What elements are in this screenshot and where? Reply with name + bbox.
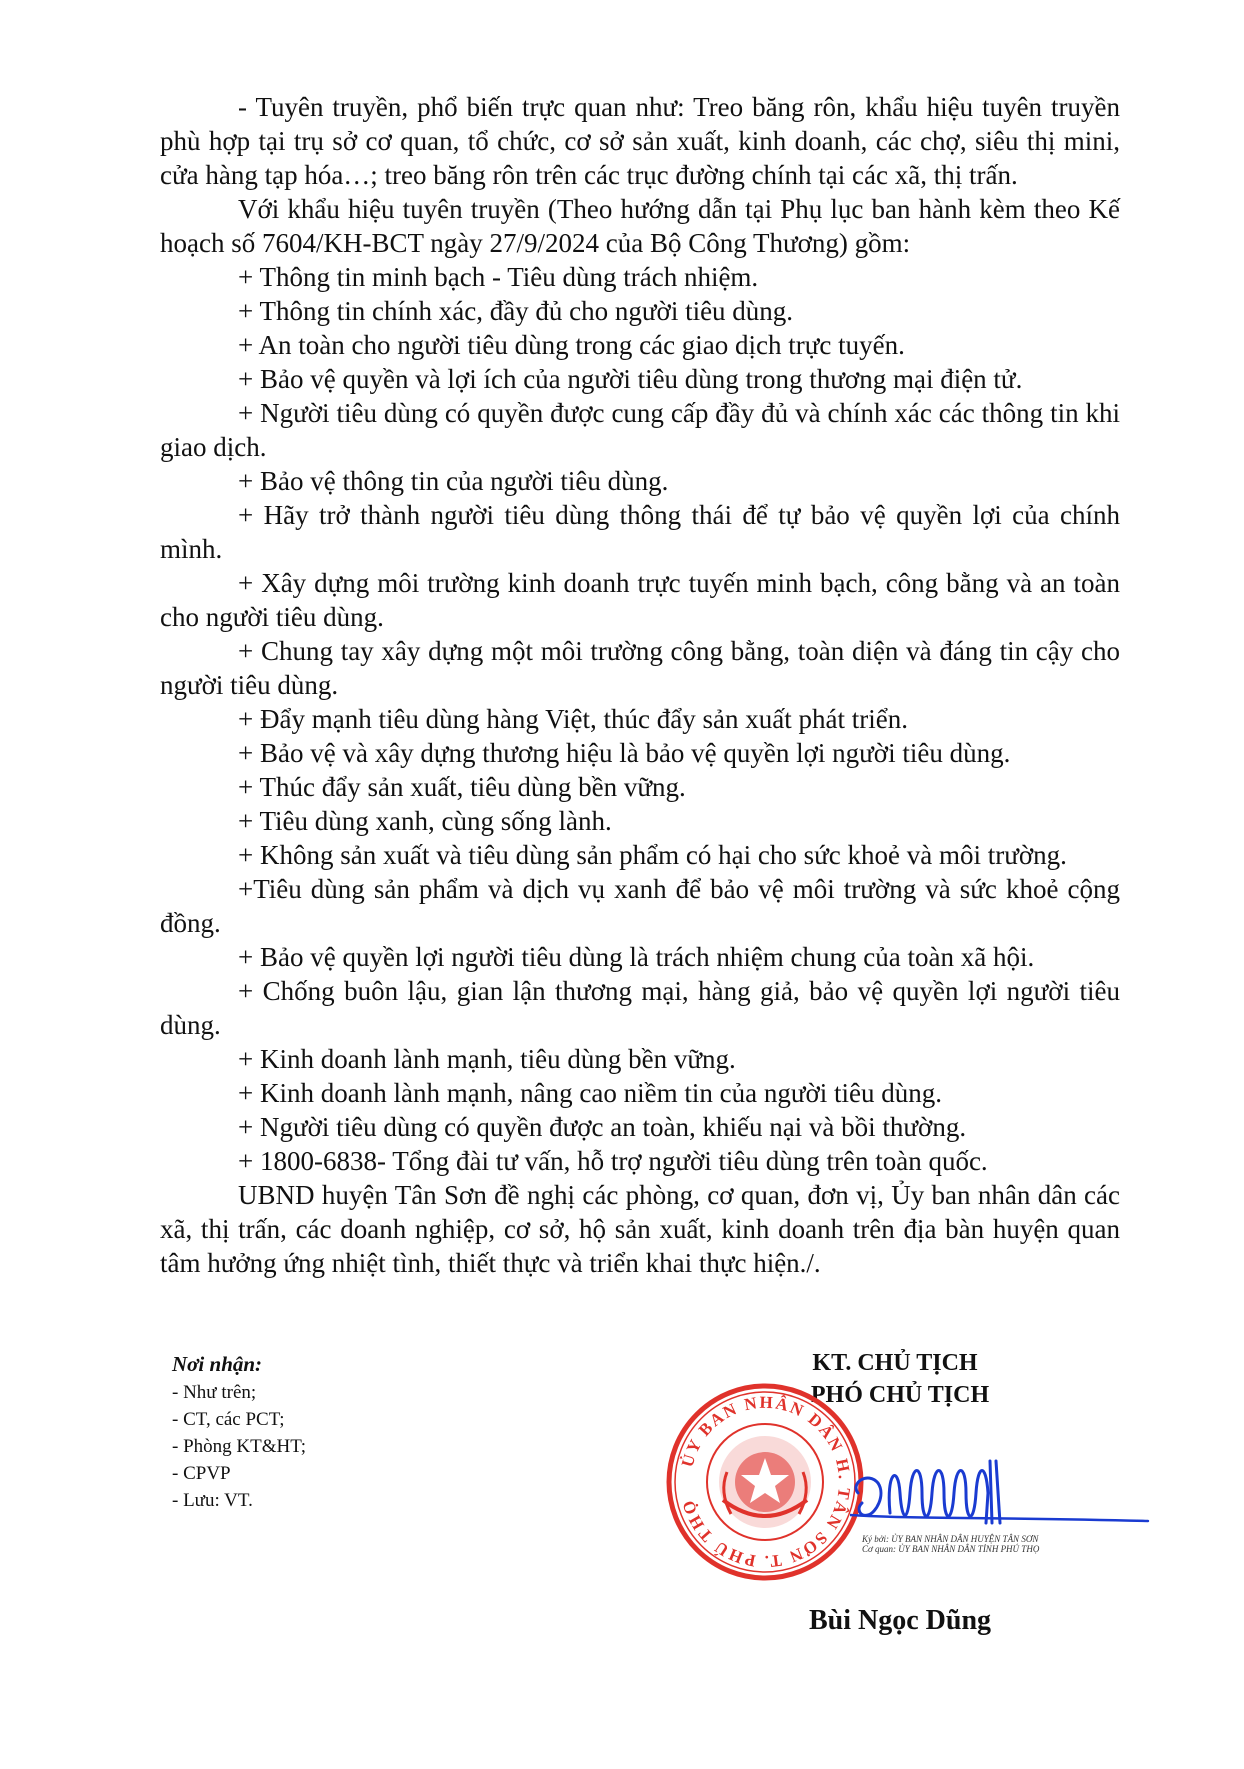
signer-name: Bùi Ngọc Dũng — [808, 1605, 992, 1636]
recipient-item: - Như trên; — [172, 1382, 257, 1403]
slogan-item: + Bảo vệ thông tin của người tiêu dùng. — [238, 466, 669, 496]
slogan-item: + Thông tin chính xác, đầy đủ cho người tiêu dùng. — [238, 296, 794, 326]
digital-signature-info — [862, 1534, 1072, 1554]
slogan-item: + Bảo vệ quyền và lợi ích của người tiêu dùng trong thương mại điện tử. — [238, 364, 1023, 394]
slogan-item: + Xây dựng môi trường kinh doanh trực tuyến minh bạch, công bằng và an toàn cho người tiêu dùng. — [160, 568, 1120, 632]
slogan-item: + 1800-6838- Tổng đài tư vấn, hỗ trợ người tiêu dùng trên toàn quốc. — [238, 1146, 988, 1176]
slogan-item: + Tiêu dùng xanh, cùng sống lành. — [238, 806, 612, 836]
recipient-item: - Phòng KT&HT; — [172, 1436, 307, 1457]
signer-title-line2: PHÓ CHỦ TỊCH — [810, 1382, 990, 1408]
slogan-item: + Đẩy mạnh tiêu dùng hàng Việt, thúc đẩy sản xuất phát triển. — [238, 704, 908, 734]
body-paragraph: - Tuyên truyền, phổ biến trực quan như: Treo băng rôn, khẩu hiệu tuyên truyền phù hợp tại trụ sở cơ quan, tổ chức, cơ sở sản xuất, kinh doanh, các chợ, siêu thị mini, cửa hàng tạp hóa…; treo băng rôn trên các trục đường chính tại các xã, thị trấn. — [160, 92, 1120, 190]
slogan-item: + Bảo vệ và xây dựng thương hiệu là bảo vệ quyền lợi người tiêu dùng. — [238, 738, 1011, 768]
signed-by-text: Ký bởi: ỦY BAN NHÂN DÂN HUYỆN TÂN SƠN — [862, 1534, 1039, 1544]
slogan-item: + Không sản xuất và tiêu dùng sản phẩm có hại cho sức khoẻ và môi trường. — [238, 840, 1067, 870]
slogan-item: + Hãy trở thành người tiêu dùng thông thái để tự bảo vệ quyền lợi của chính mình. — [160, 500, 1120, 564]
body-paragraph: Với khẩu hiệu tuyên truyền (Theo hướng dẫn tại Phụ lục ban hành kèm theo Kế hoạch số 7604/KH-BCT ngày 27/9/2024 của Bộ Công Thương) gồm: — [160, 194, 1120, 258]
agency-text: Cơ quan: ỦY BAN NHÂN DÂN TỈNH PHÚ THỌ — [862, 1544, 1040, 1554]
recipients-heading: Nơi nhận: — [172, 1352, 263, 1376]
recipient-item: - CPVP — [172, 1463, 231, 1484]
slogan-item: + Chung tay xây dựng một môi trường công bằng, toàn diện và đáng tin cậy cho người tiêu dùng. — [160, 636, 1120, 700]
slogan-item: + An toàn cho người tiêu dùng trong các giao dịch trực tuyến. — [238, 330, 905, 360]
recipients-block — [172, 1349, 592, 1514]
official-seal-icon — [665, 1382, 865, 1582]
slogan-item: + Thông tin minh bạch - Tiêu dùng trách nhiệm. — [238, 262, 759, 292]
slogan-item: + Bảo vệ quyền lợi người tiêu dùng là trách nhiệm chung của toàn xã hội. — [238, 942, 1035, 972]
slogan-item: +Tiêu dùng sản phẩm và dịch vụ xanh để bảo vệ môi trường và sức khoẻ cộng đồng. — [160, 874, 1120, 938]
slogan-item: + Kinh doanh lành mạnh, tiêu dùng bền vững. — [238, 1044, 736, 1074]
recipient-item: - CT, các PCT; — [172, 1409, 285, 1430]
handwritten-signature — [850, 1453, 1150, 1543]
slogan-item: + Người tiêu dùng có quyền được cung cấp đầy đủ và chính xác các thông tin khi giao dịch. — [160, 398, 1120, 462]
document-body — [160, 90, 1120, 1280]
slogan-item: + Chống buôn lậu, gian lận thương mại, hàng giả, bảo vệ quyền lợi người tiêu dùng. — [160, 976, 1120, 1040]
slogan-item: + Thúc đẩy sản xuất, tiêu dùng bền vững. — [238, 772, 686, 802]
signer-title-line1: KT. CHỦ TỊCH — [812, 1350, 978, 1376]
slogan-item: + Người tiêu dùng có quyền được an toàn, khiếu nại và bồi thường. — [238, 1112, 967, 1142]
recipient-item: - Lưu: VT. — [172, 1490, 253, 1511]
closing-paragraph: UBND huyện Tân Sơn đề nghị các phòng, cơ quan, đơn vị, Ủy ban nhân dân các xã, thị trấn, các doanh nghiệp, cơ sở, hộ sản xuất, kinh doanh trên địa bàn huyện quan tâm hưởng ứng nhiệt tình, thiết thực và triển khai thực hiện./. — [160, 1180, 1120, 1278]
seal-text: ỦY BAN NHÂN DÂN H. TÂN SƠN T. PHÚ THỌ — [677, 1392, 855, 1572]
slogan-item: + Kinh doanh lành mạnh, nâng cao niềm tin của người tiêu dùng. — [238, 1078, 942, 1108]
